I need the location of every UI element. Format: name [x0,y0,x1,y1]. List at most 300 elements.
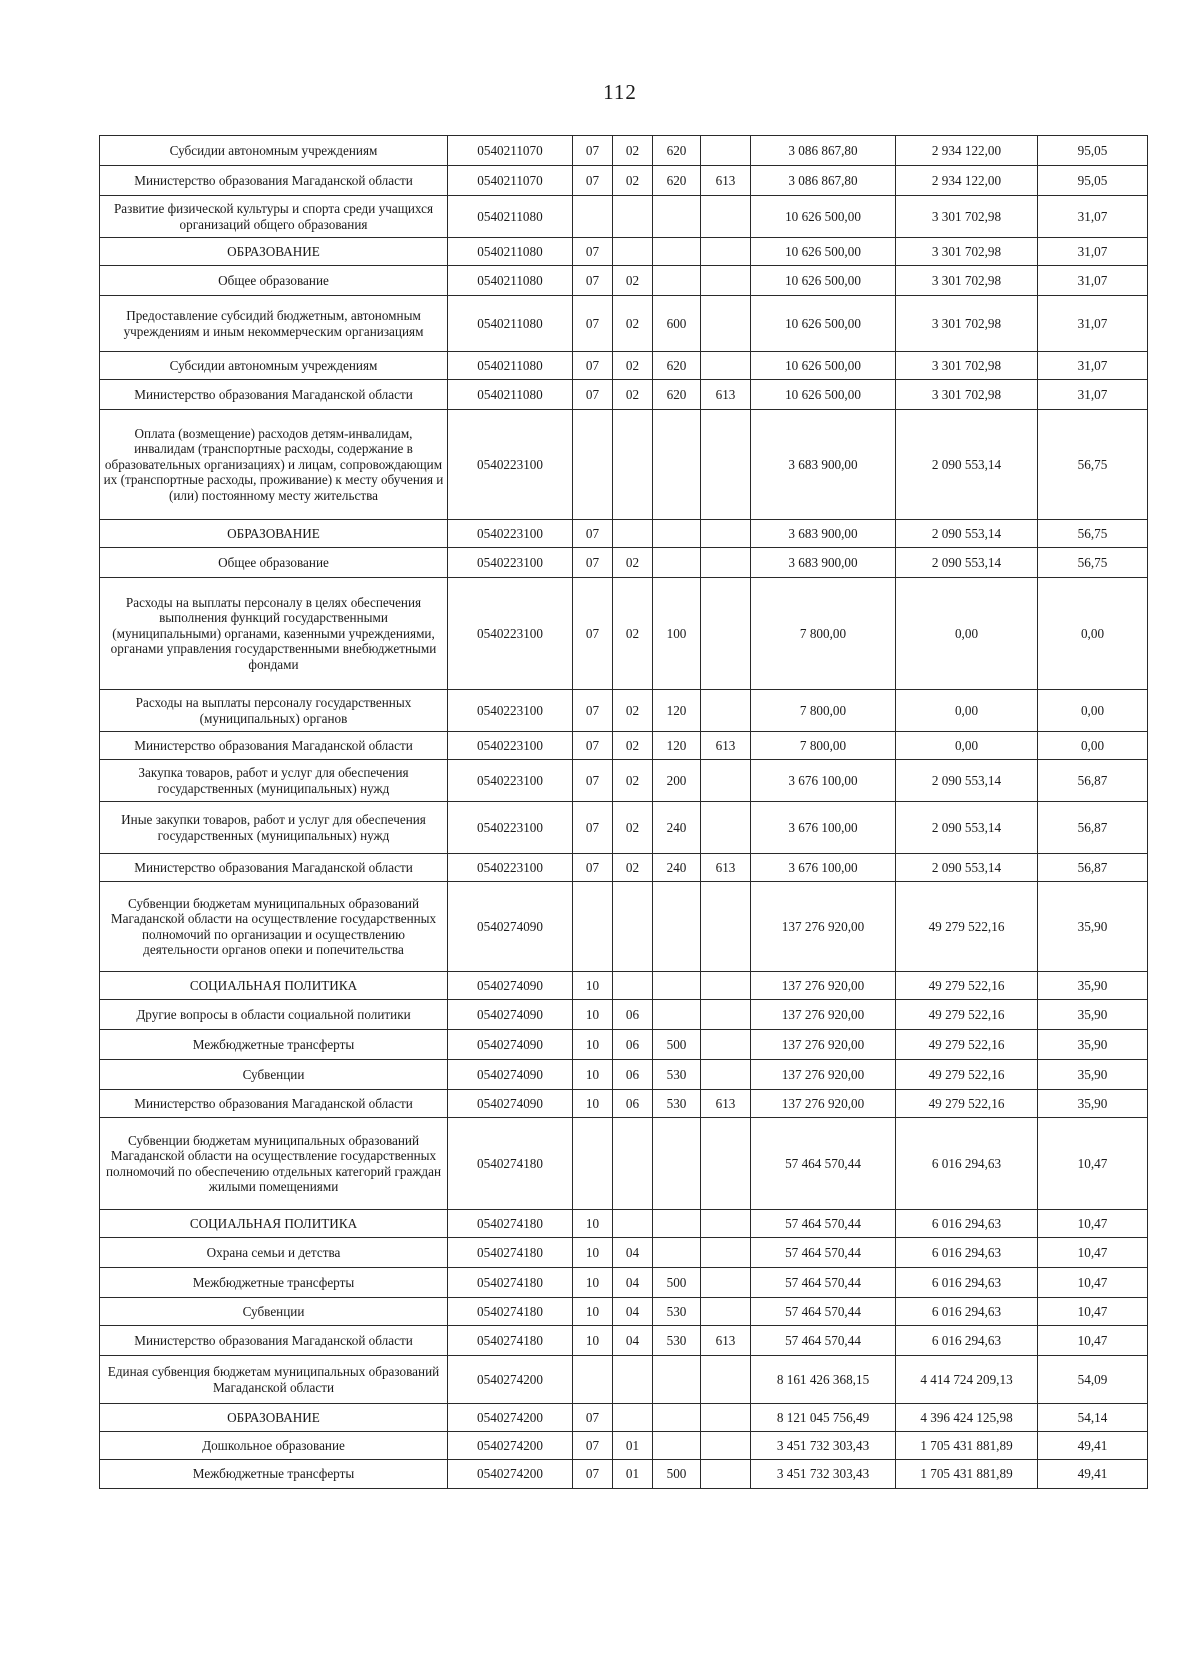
row-name: СОЦИАЛЬНАЯ ПОЛИТИКА [100,1210,448,1238]
expense-type-code [653,1432,701,1460]
subsection-code: 04 [613,1268,653,1298]
row-name: ОБРАЗОВАНИЕ [100,520,448,548]
row-name: Охрана семьи и детства [100,1238,448,1268]
executed-amount: 49 279 522,16 [896,1060,1038,1090]
planned-amount: 10 626 500,00 [751,196,896,238]
table-row [100,1356,1148,1404]
execution-percent: 95,05 [1038,166,1148,196]
expense-type-code: 600 [653,296,701,352]
subsection-code: 01 [613,1432,653,1460]
budget-code: 0540274090 [448,972,573,1000]
planned-amount: 3 676 100,00 [751,854,896,882]
table-row [100,802,1148,854]
subsection-code: 02 [613,548,653,578]
execution-percent: 10,47 [1038,1326,1148,1356]
table-row [100,1030,1148,1060]
table-row [100,760,1148,802]
subsection-code: 06 [613,1000,653,1030]
ministry-code [701,1268,751,1298]
row-name: Иные закупки товаров, работ и услуг для обеспечения государственных (муниципальных) нужд [100,802,448,854]
section-code: 10 [573,1268,613,1298]
execution-percent: 35,90 [1038,1030,1148,1060]
execution-percent: 10,47 [1038,1268,1148,1298]
planned-amount: 10 626 500,00 [751,352,896,380]
execution-percent: 56,75 [1038,520,1148,548]
ministry-code: 613 [701,854,751,882]
planned-amount: 3 676 100,00 [751,802,896,854]
row-name: Субсидии автономным учреждениям [100,136,448,166]
expense-type-code [653,548,701,578]
executed-amount: 6 016 294,63 [896,1210,1038,1238]
subsection-code: 04 [613,1326,653,1356]
section-code: 07 [573,166,613,196]
execution-percent: 56,87 [1038,854,1148,882]
table-row [100,136,1148,166]
table-row [100,410,1148,520]
planned-amount: 7 800,00 [751,690,896,732]
expense-type-code: 500 [653,1030,701,1060]
ministry-code [701,1238,751,1268]
ministry-code [701,1210,751,1238]
table-row [100,1404,1148,1432]
section-code: 07 [573,854,613,882]
subsection-code: 04 [613,1238,653,1268]
budget-code: 0540274180 [448,1118,573,1210]
budget-code: 0540274180 [448,1326,573,1356]
section-code: 07 [573,238,613,266]
expense-type-code [653,1210,701,1238]
ministry-code [701,520,751,548]
execution-percent: 54,14 [1038,1404,1148,1432]
executed-amount: 3 301 702,98 [896,296,1038,352]
subsection-code: 02 [613,578,653,690]
ministry-code [701,690,751,732]
budget-code: 0540211080 [448,238,573,266]
subsection-code: 02 [613,380,653,410]
planned-amount: 8 121 045 756,49 [751,1404,896,1432]
expense-type-code: 240 [653,854,701,882]
section-code [573,882,613,972]
execution-percent: 0,00 [1038,690,1148,732]
row-name: Министерство образования Магаданской области [100,1090,448,1118]
execution-percent: 31,07 [1038,352,1148,380]
ministry-code [701,1000,751,1030]
budget-code: 0540211080 [448,352,573,380]
planned-amount: 3 683 900,00 [751,410,896,520]
execution-percent: 56,75 [1038,410,1148,520]
executed-amount: 3 301 702,98 [896,196,1038,238]
row-name: Субвенции бюджетам муниципальных образований Магаданской области на осуществление государственных полномочий по обеспечению отдельных категорий граждан жилыми помещениями [100,1118,448,1210]
executed-amount: 4 396 424 125,98 [896,1404,1038,1432]
executed-amount: 49 279 522,16 [896,1030,1038,1060]
subsection-code: 02 [613,296,653,352]
table-row [100,1118,1148,1210]
ministry-code [701,972,751,1000]
row-name: Расходы на выплаты персоналу государственных (муниципальных) органов [100,690,448,732]
execution-percent: 31,07 [1038,196,1148,238]
executed-amount: 49 279 522,16 [896,1090,1038,1118]
section-code: 07 [573,548,613,578]
planned-amount: 137 276 920,00 [751,1030,896,1060]
executed-amount: 3 301 702,98 [896,238,1038,266]
expense-type-code [653,1356,701,1404]
budget-code: 0540223100 [448,854,573,882]
section-code: 10 [573,1326,613,1356]
budget-code: 0540211070 [448,166,573,196]
budget-code: 0540274090 [448,1030,573,1060]
ministry-code: 613 [701,380,751,410]
ministry-code [701,352,751,380]
table-row [100,1000,1148,1030]
execution-percent: 31,07 [1038,296,1148,352]
table-row [100,732,1148,760]
table-row [100,1298,1148,1326]
table-row [100,548,1148,578]
table-row [100,1238,1148,1268]
ministry-code [701,882,751,972]
planned-amount: 10 626 500,00 [751,266,896,296]
expense-type-code [653,1000,701,1030]
row-name: Предоставление субсидий бюджетным, автономным учреждениям и иным некоммерческим организациям [100,296,448,352]
ministry-code [701,1356,751,1404]
execution-percent: 0,00 [1038,732,1148,760]
expense-type-code: 120 [653,690,701,732]
ministry-code: 613 [701,732,751,760]
row-name: Межбюджетные трансферты [100,1030,448,1060]
budget-code: 0540223100 [448,578,573,690]
subsection-code: 02 [613,732,653,760]
expense-type-code: 100 [653,578,701,690]
budget-code: 0540211080 [448,266,573,296]
executed-amount: 2 090 553,14 [896,760,1038,802]
subsection-code: 06 [613,1090,653,1118]
budget-table [99,135,1148,1489]
ministry-code [701,1030,751,1060]
planned-amount: 137 276 920,00 [751,972,896,1000]
planned-amount: 57 464 570,44 [751,1118,896,1210]
execution-percent: 35,90 [1038,972,1148,1000]
execution-percent: 49,41 [1038,1432,1148,1460]
execution-percent: 56,75 [1038,548,1148,578]
subsection-code: 02 [613,854,653,882]
expense-type-code: 620 [653,136,701,166]
budget-code: 0540274090 [448,1090,573,1118]
table-row [100,520,1148,548]
planned-amount: 7 800,00 [751,578,896,690]
section-code: 07 [573,1432,613,1460]
executed-amount: 2 090 553,14 [896,548,1038,578]
executed-amount: 3 301 702,98 [896,266,1038,296]
table-row [100,578,1148,690]
section-code: 07 [573,690,613,732]
planned-amount: 3 451 732 303,43 [751,1432,896,1460]
expense-type-code [653,266,701,296]
row-name: СОЦИАЛЬНАЯ ПОЛИТИКА [100,972,448,1000]
table-row [100,1268,1148,1298]
section-code: 07 [573,380,613,410]
budget-code: 0540274180 [448,1210,573,1238]
execution-percent: 10,47 [1038,1210,1148,1238]
planned-amount: 3 086 867,80 [751,166,896,196]
subsection-code: 02 [613,136,653,166]
subsection-code [613,1118,653,1210]
section-code: 10 [573,1298,613,1326]
planned-amount: 10 626 500,00 [751,238,896,266]
table-row [100,1090,1148,1118]
budget-code: 0540223100 [448,548,573,578]
row-name: Министерство образования Магаданской области [100,380,448,410]
row-name: Развитие физической культуры и спорта среди учащихся организаций общего образования [100,196,448,238]
section-code: 07 [573,578,613,690]
planned-amount: 137 276 920,00 [751,1000,896,1030]
planned-amount: 7 800,00 [751,732,896,760]
expense-type-code [653,410,701,520]
budget-code: 0540274090 [448,1000,573,1030]
ministry-code [701,1404,751,1432]
row-name: Субвенции [100,1060,448,1090]
subsection-code: 02 [613,266,653,296]
executed-amount: 3 301 702,98 [896,352,1038,380]
ministry-code [701,1298,751,1326]
budget-code: 0540274200 [448,1404,573,1432]
budget-code: 0540223100 [448,690,573,732]
subsection-code [613,1356,653,1404]
subsection-code [613,196,653,238]
planned-amount: 57 464 570,44 [751,1210,896,1238]
executed-amount: 49 279 522,16 [896,972,1038,1000]
execution-percent: 56,87 [1038,760,1148,802]
table-row [100,882,1148,972]
row-name: Межбюджетные трансферты [100,1268,448,1298]
subsection-code: 06 [613,1030,653,1060]
subsection-code: 02 [613,760,653,802]
execution-percent: 10,47 [1038,1118,1148,1210]
executed-amount: 6 016 294,63 [896,1118,1038,1210]
row-name: Другие вопросы в области социальной политики [100,1000,448,1030]
table-row [100,266,1148,296]
ministry-code [701,296,751,352]
executed-amount: 49 279 522,16 [896,1000,1038,1030]
page-number: 112 [603,80,637,104]
row-name: Закупка товаров, работ и услуг для обеспечения государственных (муниципальных) нужд [100,760,448,802]
executed-amount: 0,00 [896,578,1038,690]
section-code: 10 [573,972,613,1000]
subsection-code [613,410,653,520]
ministry-code: 613 [701,1326,751,1356]
executed-amount: 49 279 522,16 [896,882,1038,972]
ministry-code [701,802,751,854]
table-row [100,166,1148,196]
budget-code: 0540274090 [448,1060,573,1090]
budget-code: 0540223100 [448,802,573,854]
row-name: Дошкольное образование [100,1432,448,1460]
table-row [100,690,1148,732]
row-name: ОБРАЗОВАНИЕ [100,1404,448,1432]
ministry-code [701,760,751,802]
subsection-code [613,1210,653,1238]
execution-percent: 35,90 [1038,1000,1148,1030]
ministry-code: 613 [701,1090,751,1118]
section-code: 07 [573,732,613,760]
planned-amount: 137 276 920,00 [751,882,896,972]
subsection-code: 02 [613,802,653,854]
budget-code: 0540274200 [448,1460,573,1489]
execution-percent: 10,47 [1038,1238,1148,1268]
executed-amount: 1 705 431 881,89 [896,1460,1038,1489]
table-row [100,238,1148,266]
section-code: 07 [573,352,613,380]
row-name: Общее образование [100,548,448,578]
subsection-code: 02 [613,690,653,732]
table-row [100,1210,1148,1238]
expense-type-code: 530 [653,1060,701,1090]
expense-type-code: 500 [653,1268,701,1298]
executed-amount: 6 016 294,63 [896,1326,1038,1356]
executed-amount: 6 016 294,63 [896,1268,1038,1298]
planned-amount: 57 464 570,44 [751,1268,896,1298]
budget-code: 0540211070 [448,136,573,166]
table-row [100,296,1148,352]
executed-amount: 2 090 553,14 [896,802,1038,854]
section-code: 10 [573,1238,613,1268]
executed-amount: 2 090 553,14 [896,854,1038,882]
subsection-code [613,520,653,548]
section-code: 07 [573,296,613,352]
subsection-code: 06 [613,1060,653,1090]
section-code: 10 [573,1210,613,1238]
expense-type-code [653,238,701,266]
execution-percent: 0,00 [1038,578,1148,690]
section-code: 07 [573,136,613,166]
budget-code: 0540274200 [448,1432,573,1460]
section-code [573,1118,613,1210]
executed-amount: 0,00 [896,732,1038,760]
budget-code: 0540223100 [448,732,573,760]
expense-type-code [653,520,701,548]
ministry-code [701,548,751,578]
budget-code: 0540211080 [448,380,573,410]
table-row [100,1060,1148,1090]
row-name: Субсидии автономным учреждениям [100,352,448,380]
executed-amount: 3 301 702,98 [896,380,1038,410]
row-name: Министерство образования Магаданской области [100,854,448,882]
execution-percent: 31,07 [1038,266,1148,296]
budget-code: 0540211080 [448,196,573,238]
planned-amount: 3 451 732 303,43 [751,1460,896,1489]
section-code: 10 [573,1090,613,1118]
section-code: 10 [573,1060,613,1090]
planned-amount: 3 086 867,80 [751,136,896,166]
executed-amount: 6 016 294,63 [896,1298,1038,1326]
budget-code: 0540274180 [448,1238,573,1268]
table-row [100,380,1148,410]
section-code: 10 [573,1000,613,1030]
planned-amount: 3 683 900,00 [751,548,896,578]
table-row [100,1432,1148,1460]
expense-type-code [653,1238,701,1268]
section-code: 07 [573,520,613,548]
ministry-code [701,410,751,520]
expense-type-code [653,882,701,972]
row-name: ОБРАЗОВАНИЕ [100,238,448,266]
executed-amount: 2 934 122,00 [896,166,1038,196]
planned-amount: 57 464 570,44 [751,1326,896,1356]
ministry-code [701,238,751,266]
ministry-code: 613 [701,166,751,196]
subsection-code [613,972,653,1000]
row-name: Общее образование [100,266,448,296]
budget-code: 0540223100 [448,410,573,520]
budget-code: 0540274180 [448,1298,573,1326]
section-code: 07 [573,266,613,296]
executed-amount: 0,00 [896,690,1038,732]
execution-percent: 35,90 [1038,882,1148,972]
expense-type-code [653,972,701,1000]
expense-type-code: 200 [653,760,701,802]
expense-type-code: 500 [653,1460,701,1489]
planned-amount: 10 626 500,00 [751,296,896,352]
executed-amount: 2 090 553,14 [896,520,1038,548]
executed-amount: 2 934 122,00 [896,136,1038,166]
budget-code: 0540274200 [448,1356,573,1404]
budget-code: 0540274180 [448,1268,573,1298]
section-code: 07 [573,802,613,854]
row-name: Субвенции [100,1298,448,1326]
subsection-code [613,238,653,266]
planned-amount: 57 464 570,44 [751,1298,896,1326]
table-body [100,136,1148,1489]
expense-type-code [653,1404,701,1432]
section-code [573,410,613,520]
expense-type-code: 620 [653,166,701,196]
ministry-code [701,136,751,166]
budget-code: 0540211080 [448,296,573,352]
table-row [100,854,1148,882]
expense-type-code: 120 [653,732,701,760]
section-code: 07 [573,760,613,802]
row-name: Министерство образования Магаданской области [100,166,448,196]
planned-amount: 3 676 100,00 [751,760,896,802]
planned-amount: 10 626 500,00 [751,380,896,410]
expense-type-code: 530 [653,1326,701,1356]
planned-amount: 8 161 426 368,15 [751,1356,896,1404]
executed-amount: 4 414 724 209,13 [896,1356,1038,1404]
executed-amount: 6 016 294,63 [896,1238,1038,1268]
expense-type-code: 530 [653,1298,701,1326]
table-row [100,1326,1148,1356]
expense-type-code [653,1118,701,1210]
subsection-code: 02 [613,166,653,196]
planned-amount: 57 464 570,44 [751,1238,896,1268]
row-name: Министерство образования Магаданской области [100,1326,448,1356]
subsection-code: 02 [613,352,653,380]
execution-percent: 35,90 [1038,1060,1148,1090]
ministry-code [701,1460,751,1489]
execution-percent: 54,09 [1038,1356,1148,1404]
execution-percent: 95,05 [1038,136,1148,166]
subsection-code: 04 [613,1298,653,1326]
execution-percent: 10,47 [1038,1298,1148,1326]
execution-percent: 31,07 [1038,380,1148,410]
subsection-code [613,882,653,972]
expense-type-code: 620 [653,380,701,410]
execution-percent: 56,87 [1038,802,1148,854]
row-name: Субвенции бюджетам муниципальных образований Магаданской области на осуществление государственных полномочий по организации и осуществлению деятельности органов опеки и попечительства [100,882,448,972]
budget-code: 0540223100 [448,520,573,548]
ministry-code [701,196,751,238]
execution-percent: 31,07 [1038,238,1148,266]
subsection-code: 01 [613,1460,653,1489]
